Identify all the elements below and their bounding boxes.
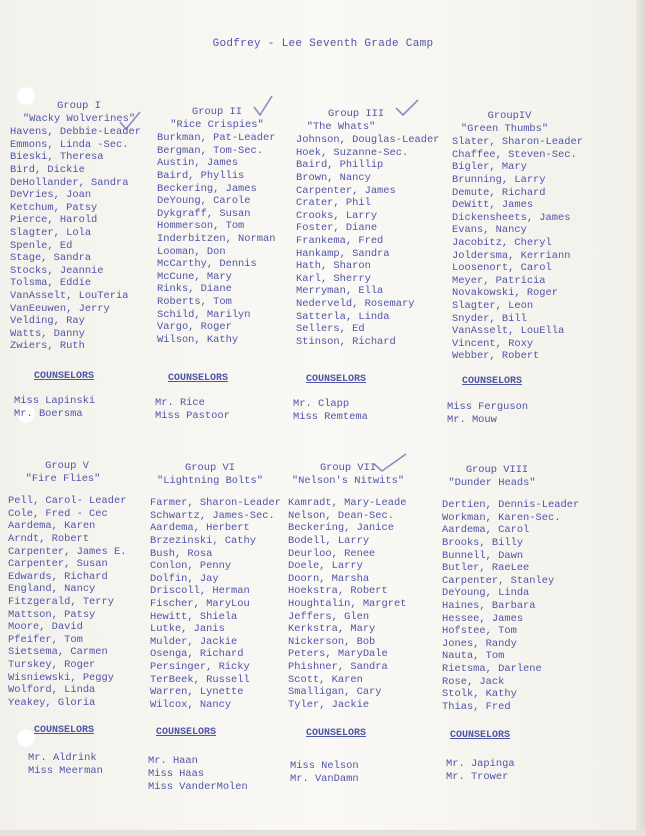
member: Johnson, Douglas-Leader — [296, 134, 440, 147]
member: Demute, Richard — [452, 186, 546, 199]
member: Brown, Nancy — [296, 171, 371, 184]
counselors-heading: COUNSELORS — [34, 725, 95, 736]
member: Workman, Karen-Sec. — [442, 511, 561, 524]
counselor: Miss Meerman — [28, 765, 103, 777]
counselor: Mr. VanDamn — [290, 773, 359, 785]
member: Edwards, Richard — [8, 570, 108, 583]
member: Stocks, Jeannie — [10, 264, 104, 277]
counselor: Miss Lapinski — [14, 395, 96, 407]
member: Chaffee, Steven-Sec. — [452, 148, 577, 161]
member: Carpenter, James E. — [8, 545, 127, 558]
member: Watts, Danny — [10, 327, 85, 340]
member: Wilson, Kathy — [157, 333, 239, 346]
member: Aardema, Karen — [8, 520, 96, 533]
counselor: Miss VanderMolen — [148, 781, 248, 793]
member: Bergman, Tom-Sec. — [157, 144, 264, 157]
member: Mulder, Jackie — [150, 635, 238, 648]
member: Foster, Diane — [296, 222, 378, 235]
member: Cole, Fred - Cec — [8, 507, 108, 520]
member: Lutke, Janis — [150, 623, 225, 636]
member: McCarthy, Dennis — [157, 258, 257, 271]
counselor-list — [290, 760, 359, 786]
member: Emmons, Linda -Sec. — [10, 138, 129, 151]
member: Hankamp, Sandra — [296, 247, 390, 260]
member: DeYoung, Carole — [157, 195, 251, 208]
group-heading: Group VI — [185, 462, 235, 474]
counselor: Mr. Clapp — [293, 398, 350, 410]
member: Dickensheets, James — [452, 211, 571, 224]
counselor-list — [14, 395, 95, 421]
counselors-heading: COUNSELORS — [34, 371, 95, 382]
group-heading: GroupIV — [487, 110, 532, 122]
counselor: Mr. Boersma — [14, 408, 83, 420]
group-card — [442, 464, 579, 713]
member: Bieski, Theresa — [10, 151, 104, 164]
group-name: "Wacky Wolverines" — [22, 112, 136, 125]
member: Aardema, Carol — [442, 524, 530, 537]
member: Hath, Sharon — [296, 260, 371, 273]
member: Slagter, Lola — [10, 226, 92, 239]
member: Crooks, Larry — [296, 209, 378, 222]
counselors-heading: COUNSELORS — [450, 730, 511, 741]
member: Dertien, Dennis-Leader — [442, 499, 580, 512]
member: Spenle, Ed — [10, 239, 73, 252]
member: Nederveld, Rosemary — [296, 297, 415, 310]
counselor: Mr. Haan — [148, 755, 198, 767]
member: Wisniewski, Peggy — [8, 671, 115, 684]
member: Webber, Robert — [452, 350, 540, 363]
member: Turskey, Roger — [8, 658, 96, 671]
member: Zwiers, Ruth — [10, 340, 85, 353]
member: Stage, Sandra — [10, 252, 92, 265]
member: England, Nancy — [8, 583, 96, 596]
member: Pell, Carol- Leader — [8, 495, 127, 508]
member: Bigler, Mary — [452, 161, 527, 174]
group-name: "Nelson's Nitwits" — [291, 474, 405, 487]
member: Havens, Debbie-Leader — [10, 126, 141, 139]
counselors-heading: COUNSELORS — [306, 374, 367, 385]
member: Ketchum, Patsy — [10, 201, 98, 214]
member: Schwartz, James-Sec. — [150, 509, 275, 522]
group-heading: Group V — [45, 460, 89, 472]
member: Beckering, James — [157, 182, 257, 195]
member: Beckering, Janice — [288, 522, 395, 535]
member: Bush, Rosa — [150, 547, 213, 560]
member: Joldersma, Kerriann — [452, 249, 571, 262]
member: Bird, Dickie — [10, 163, 85, 176]
counselor: Miss Remtema — [293, 411, 368, 423]
counselor: Miss Ferguson — [447, 401, 529, 413]
member: Peters, MaryDale — [288, 648, 388, 661]
group-name: "Fire Flies" — [25, 472, 101, 485]
group-heading: Group VII — [319, 462, 377, 474]
group-name: "Dunder Heads" — [448, 476, 536, 489]
member: Hommerson, Tom — [157, 220, 245, 233]
group-name: "Lightning Bolts" — [156, 474, 263, 487]
member: Rinks, Diane — [157, 283, 232, 296]
group-heading: Group II — [192, 106, 242, 118]
member: Velding, Ray — [10, 315, 85, 328]
member: Baird, Phyllis — [157, 169, 245, 182]
page-edge — [636, 0, 646, 836]
member: Vargo, Roger — [157, 321, 232, 334]
counselor: Miss Pastoor — [155, 410, 230, 422]
member: Wilcox, Nancy — [150, 698, 232, 711]
member: Baird, Phillip — [296, 159, 384, 172]
member: Houghtalin, Margret — [288, 597, 407, 610]
member: DeYoung, Linda — [442, 587, 530, 600]
member: Roberts, Tom — [157, 295, 232, 308]
counselors-heading: COUNSELORS — [306, 728, 367, 739]
member: Hoek, Suzanne-Sec. — [296, 146, 409, 159]
member: Slater, Sharon-Leader — [452, 136, 583, 149]
member: Scott, Karen — [288, 673, 363, 686]
member: Novakowski, Roger — [452, 287, 559, 300]
member: DeHollander, Sandra — [10, 176, 129, 189]
counselor-list — [447, 401, 528, 427]
member: Loosenort, Carol — [452, 262, 552, 275]
member: Mattson, Patsy — [8, 608, 96, 621]
member: Moore, David — [8, 621, 83, 634]
member: Thias, Fred — [442, 700, 511, 713]
member: Pfeifer, Tom — [8, 633, 83, 646]
member: VanAsselt, LouElla — [452, 325, 565, 338]
group-card — [296, 108, 439, 348]
member: Vincent, Roxy — [452, 337, 534, 350]
member: Jacobitz, Cheryl — [452, 236, 552, 249]
member: DeVries, Joan — [10, 189, 92, 202]
counselor-list — [446, 758, 515, 784]
member: Burkman, Pat-Leader — [157, 132, 276, 145]
member: Phishner, Sandra — [288, 660, 388, 673]
member: Stolk, Kathy — [442, 688, 517, 701]
counselor: Mr. Trower — [446, 771, 509, 783]
member: Hofstee, Tom — [442, 625, 517, 638]
member: Karl, Sherry — [296, 272, 371, 285]
member: Yeakey, Gloria — [8, 696, 96, 709]
counselor-list — [28, 752, 103, 778]
counselor: Miss Nelson — [290, 760, 359, 772]
member: Meyer, Patricia — [452, 274, 546, 287]
member: Frankema, Fred — [296, 234, 384, 247]
member: Schild, Marilyn — [157, 308, 251, 321]
member: Warren, Lynette — [150, 686, 244, 699]
member: Jones, Randy — [442, 637, 517, 650]
member: Osenga, Richard — [150, 648, 244, 661]
member: Wolford, Linda — [8, 684, 96, 697]
member: DeWitt, James — [452, 199, 534, 212]
member: Looman, Don — [157, 245, 226, 258]
member: Austin, James — [157, 157, 239, 170]
member: Dykgraff, Susan — [157, 207, 251, 220]
member: Carpenter, Stanley — [442, 574, 555, 587]
group-name: "The Whats" — [306, 120, 376, 133]
member: Slagter, Leon — [452, 299, 534, 312]
counselor: Mr. Mouw — [447, 414, 497, 426]
member: Nelson, Dean-Sec. — [288, 509, 395, 522]
member: Hessee, James — [442, 612, 524, 625]
member: Brunning, Larry — [452, 173, 546, 186]
group-card — [150, 462, 281, 711]
counselor: Mr. Aldrink — [28, 752, 97, 764]
group-heading: Group VIII — [465, 464, 529, 476]
member: Satterla, Linda — [296, 310, 390, 323]
group-card — [10, 100, 148, 353]
member: Farmer, Sharon-Leader — [150, 497, 281, 510]
member: Doele, Larry — [288, 560, 363, 573]
group-card — [157, 106, 277, 346]
member: Rietsma, Darlene — [442, 662, 542, 675]
member: Jeffers, Glen — [288, 610, 370, 623]
member: Nickerson, Bob — [288, 635, 376, 648]
member: Brooks, Billy — [442, 536, 524, 549]
counselor: Mr. Rice — [155, 397, 205, 409]
page-title: Godfrey - Lee Seventh Grade Camp — [212, 38, 434, 50]
member: Bodell, Larry — [288, 534, 370, 547]
member: Sellers, Ed — [296, 323, 365, 336]
member: Butler, RaeLee — [442, 562, 530, 575]
member: Sietsema, Carmen — [8, 646, 108, 659]
member: Fitzgerald, Terry — [8, 595, 115, 608]
member: Evans, Nancy — [452, 224, 527, 237]
member: Fischer, MaryLou — [150, 597, 250, 610]
counselors-heading: COUNSELORS — [462, 376, 523, 387]
member: Bunnell, Dawn — [442, 549, 524, 562]
member: Tolsma, Eddie — [10, 277, 92, 290]
member: McCune, Mary — [157, 270, 232, 283]
member: Pierce, Harold — [10, 214, 98, 227]
member: Aardema, Herbert — [150, 522, 250, 535]
member: Dolfin, Jay — [150, 572, 219, 585]
counselor-list — [148, 755, 248, 794]
page-bottom-edge — [0, 830, 646, 836]
group-card — [288, 462, 408, 711]
group-name: "Green Thumbs" — [460, 122, 549, 135]
member: Arndt, Robert — [8, 532, 90, 545]
group-heading: Group III — [327, 108, 385, 120]
member: Smalligan, Cary — [288, 686, 382, 699]
counselor-list — [293, 398, 368, 424]
member: Brzezinski, Cathy — [150, 534, 257, 547]
member: Crater, Phil — [296, 197, 371, 210]
member: Carpenter, Susan — [8, 558, 108, 571]
member: VanAsselt, LouTeria — [10, 289, 129, 302]
member: Persinger, Ricky — [150, 660, 250, 673]
group-heading: Group I — [57, 100, 101, 112]
counselor-list — [155, 397, 230, 423]
member: TerBeek, Russell — [150, 673, 250, 686]
member: Snyder, Bill — [452, 312, 527, 325]
counselor: Mr. Japinga — [446, 758, 515, 770]
member: Haines, Barbara — [442, 599, 536, 612]
member: Deurloo, Renee — [288, 547, 376, 560]
member: Kerkstra, Mary — [288, 623, 376, 636]
member: VanEeuwen, Jerry — [10, 302, 110, 315]
member: Driscoll, Herman — [150, 585, 250, 598]
member: Nauta, Tom — [442, 650, 505, 663]
member: Carpenter, James — [296, 184, 396, 197]
counselor: Miss Haas — [148, 768, 205, 780]
member: Rose, Jack — [442, 675, 505, 688]
punch-hole — [16, 728, 36, 748]
member: Conlon, Penny — [150, 560, 232, 573]
group-card — [8, 460, 126, 709]
member: Inderbitzen, Norman — [157, 232, 276, 245]
counselors-heading: COUNSELORS — [156, 727, 217, 738]
group-card — [452, 110, 583, 363]
member: Hewitt, Shiela — [150, 610, 238, 623]
member: Doorn, Marsha — [288, 572, 370, 585]
member: Merryman, Ella — [296, 285, 384, 298]
counselors-heading: COUNSELORS — [168, 373, 229, 384]
group-name: "Rice Crispies" — [170, 118, 264, 131]
member: Kamradt, Mary-Leade — [288, 497, 407, 510]
member: Hoekstra, Robert — [288, 585, 388, 598]
member: Tyler, Jackie — [288, 698, 370, 711]
member: Stinson, Richard — [296, 335, 396, 348]
